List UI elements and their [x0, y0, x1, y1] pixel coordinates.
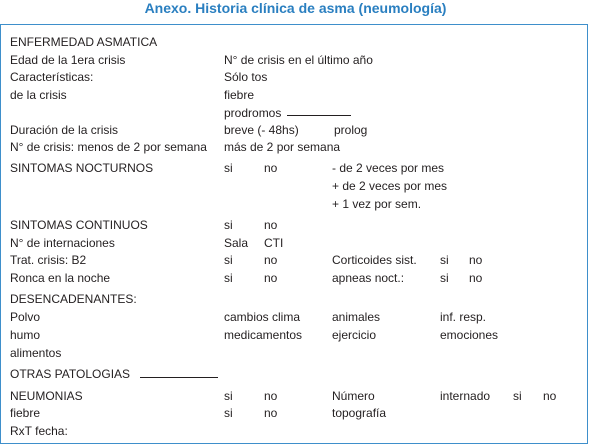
option-si: si — [224, 271, 233, 285]
section-enfermedad: ENFERMEDAD ASMATICA — [10, 35, 158, 49]
option-si: si — [224, 253, 233, 267]
label-internado: internado — [440, 389, 491, 403]
option-no: no — [264, 253, 278, 267]
option-menos-2-veces: - de 2 veces por mes — [332, 161, 445, 175]
option-fiebre: fiebre — [224, 88, 255, 102]
label-fiebre: fiebre — [10, 406, 41, 420]
option-prolog: prolog — [334, 123, 368, 137]
label-topografia: topografía — [332, 406, 387, 420]
option-solo-tos: Sólo tos — [224, 70, 268, 84]
label-num-internaciones: N° de internaciones — [10, 236, 115, 250]
option-mas-2-veces: + de 2 veces por mes — [332, 179, 448, 193]
label-edad: Edad de la 1era crisis — [10, 53, 126, 67]
option-humo: humo — [10, 328, 41, 342]
option-cambios-clima: cambios clima — [224, 310, 301, 324]
option-si: si — [224, 389, 233, 403]
option-polvo: Polvo — [10, 310, 41, 324]
label-caracteristicas: Características: — [10, 70, 94, 84]
option-no: no — [264, 271, 278, 285]
option-breve: breve (- 48hs) — [224, 123, 299, 137]
page-title: Anexo. Historia clínica de asma (neumología) — [144, 0, 447, 16]
option-no: no — [543, 389, 557, 403]
form-frame — [0, 24, 588, 444]
label-corticoides: Corticoides sist. — [332, 253, 417, 267]
option-prodromos: prodromos — [224, 106, 282, 120]
section-desencadenantes: DESENCADENANTES: — [10, 292, 137, 306]
option-animales: animales — [332, 310, 381, 324]
option-no: no — [469, 253, 483, 267]
prodromos-blank-line — [287, 115, 351, 116]
section-neumonias: NEUMONIAS — [10, 389, 83, 403]
otras-patologias-blank-line — [140, 377, 218, 378]
option-cti: CTI — [264, 236, 284, 250]
label-num-crisis-ultimo: N° de crisis en el último año — [224, 53, 373, 67]
label-de-la-crisis: de la crisis — [10, 88, 67, 102]
label-numero: Número — [332, 389, 375, 403]
option-no: no — [264, 406, 278, 420]
label-duracion: Duración de la crisis — [10, 123, 119, 137]
label-trat-crisis: Trat. crisis: B2 — [10, 253, 87, 267]
label-ronca: Ronca en la noche — [10, 271, 111, 285]
option-no: no — [469, 271, 483, 285]
label-num-crisis-menos: N° de crisis: menos de 2 por semana — [10, 140, 207, 154]
option-si: si — [224, 218, 233, 232]
option-si: si — [224, 161, 233, 175]
option-ejercicio: ejercicio — [332, 328, 377, 342]
label-apneas: apneas noct.: — [332, 271, 405, 285]
label-rxt-fecha: RxT fecha: — [10, 424, 68, 438]
option-alimentos: alimentos — [10, 346, 62, 360]
option-si: si — [513, 389, 522, 403]
section-otras-patologias: OTRAS PATOLOGIAS — [10, 367, 131, 381]
option-no: no — [264, 218, 278, 232]
option-no: no — [264, 161, 278, 175]
option-emociones: emociones — [440, 328, 499, 342]
section-sintomas-continuos: SINTOMAS CONTINUOS — [10, 218, 148, 232]
section-sintomas-nocturnos: SINTOMAS NOCTURNOS — [10, 161, 154, 175]
option-si: si — [224, 406, 233, 420]
option-si: si — [440, 253, 449, 267]
option-medicamentos: medicamentos — [224, 328, 303, 342]
option-sala: Sala — [224, 236, 249, 250]
option-si: si — [440, 271, 449, 285]
option-no: no — [264, 389, 278, 403]
option-inf-resp: inf. resp. — [440, 310, 487, 324]
option-mas-1-vez: + 1 vez por sem. — [332, 197, 422, 211]
option-mas-de-2: más de 2 por semana — [224, 140, 341, 154]
